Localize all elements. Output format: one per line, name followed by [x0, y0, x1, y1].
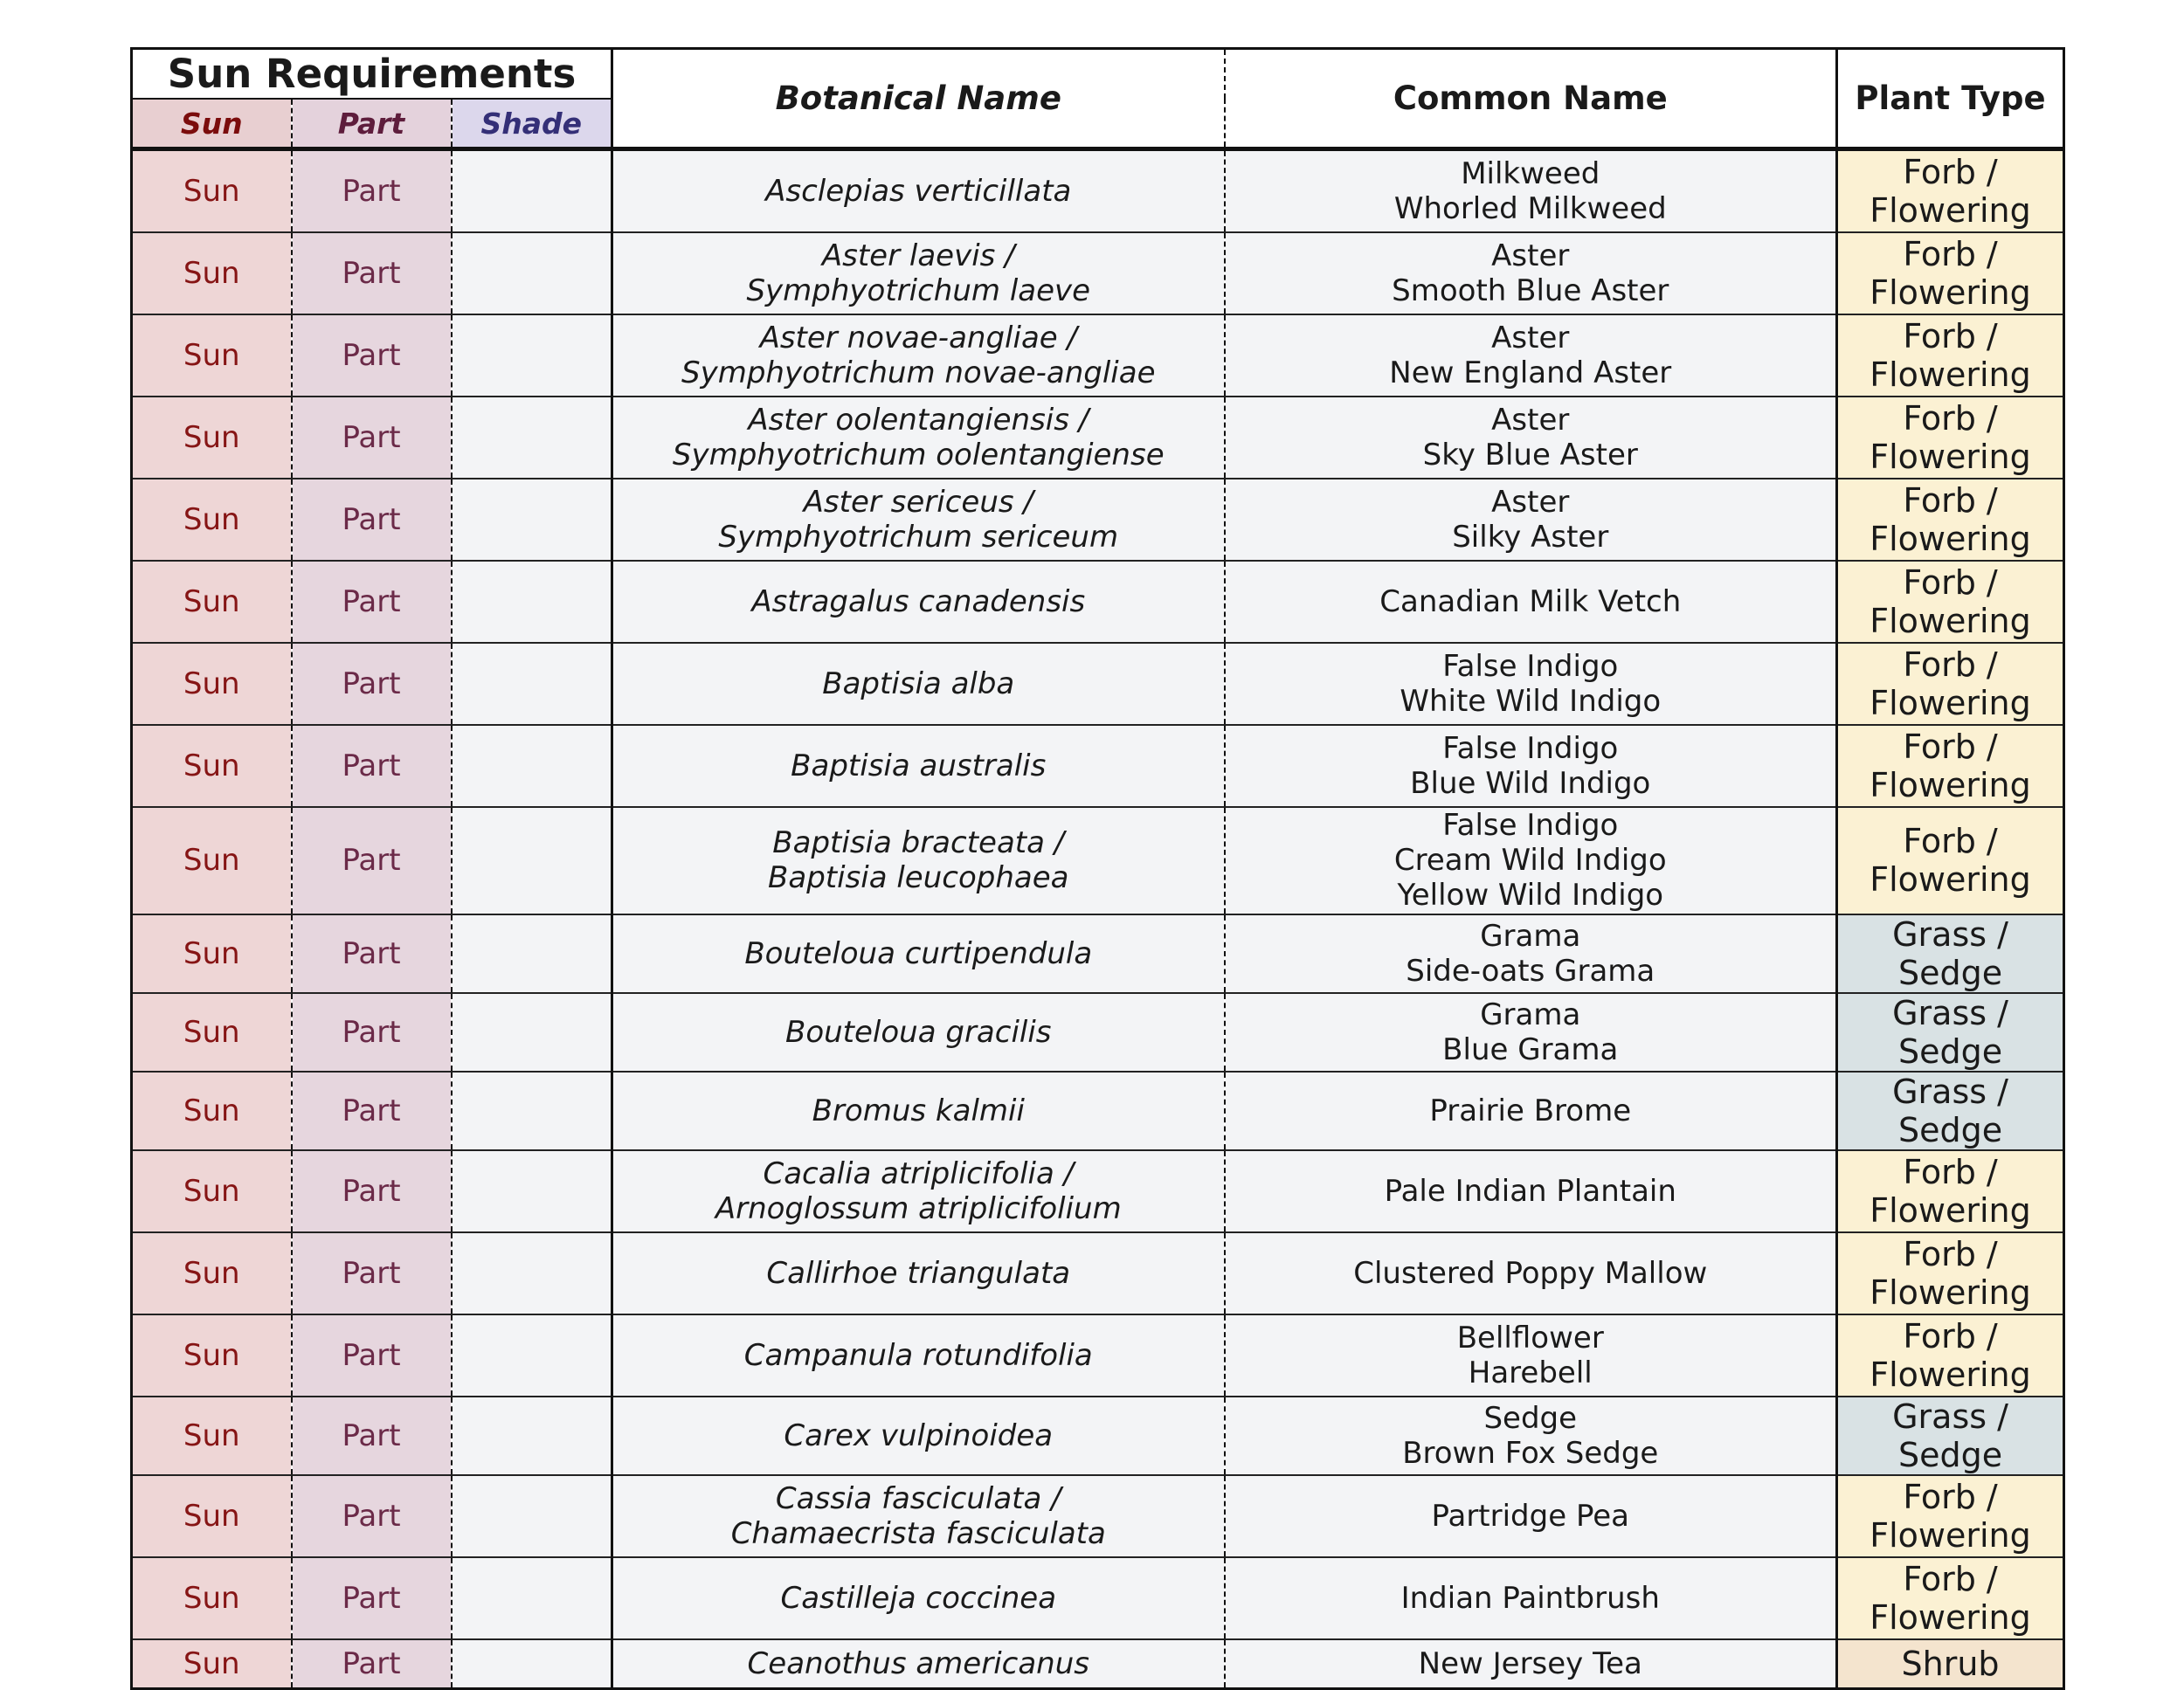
common-name-cell-line: Harebell: [1468, 1355, 1593, 1390]
botanical-name-cell-line: Callirhoe triangulata: [766, 1255, 1071, 1291]
botanical-name-cell-line: Campanula rotundifolia: [743, 1337, 1093, 1373]
common-name-cell: [1225, 479, 1837, 561]
table-row: [132, 1150, 2064, 1232]
part-cell: Part: [292, 314, 452, 397]
common-name-cell-line: Yellow Wild Indigo: [1397, 878, 1664, 913]
common-name-cell-line: Milkweed: [1461, 155, 1600, 191]
plant-type-cell-line: Grass / Sedge: [1892, 1072, 2008, 1149]
common-name-cell-line: False Indigo: [1442, 808, 1619, 843]
table-row: [132, 1475, 2064, 1557]
botanical-name-cell: [612, 807, 1225, 914]
common-name-cell: [1225, 149, 1837, 232]
part-cell: Part: [292, 1639, 452, 1689]
botanical-name-cell: [612, 397, 1225, 479]
shade-cell: [452, 1557, 612, 1639]
botanical-name-cell: [612, 643, 1225, 725]
plant-type-cell-line: Forb /: [1903, 316, 1998, 355]
plant-type-cell-line: Flowering: [1870, 860, 2031, 899]
common-name-cell-line: Sky Blue Aster: [1422, 437, 1638, 473]
botanical-name-cell: [612, 1072, 1225, 1150]
sun-cell: Sun: [132, 1397, 292, 1475]
common-name-cell: [1225, 1639, 1837, 1689]
plant-type-cell-line: Flowering: [1870, 190, 2031, 230]
plant-type-cell: [1837, 1475, 2064, 1557]
common-name-cell-line: Aster: [1491, 320, 1570, 355]
plant-type-cell-line: Flowering: [1870, 765, 2031, 804]
botanical-name-cell-line: Bouteloua gracilis: [785, 1014, 1052, 1050]
botanical-name-cell: [612, 993, 1225, 1072]
common-name-cell-line: Indian Paintbrush: [1400, 1580, 1660, 1616]
table-row: [132, 397, 2064, 479]
part-cell: Part: [292, 397, 452, 479]
table-row: [132, 1314, 2064, 1397]
table-row: [132, 725, 2064, 807]
sun-subheader: Sun: [132, 99, 292, 149]
sun-cell: Sun: [132, 914, 292, 993]
botanical-name-cell: [612, 914, 1225, 993]
common-name-cell-line: Aster: [1491, 238, 1570, 273]
botanical-name-cell: [612, 479, 1225, 561]
plant-type-cell: [1837, 914, 2064, 993]
table-row: [132, 314, 2064, 397]
sun-requirements-header: Sun Requirements: [132, 49, 612, 100]
shade-cell: [452, 1397, 612, 1475]
sun-cell: Sun: [132, 725, 292, 807]
botanical-name-cell-line: Chamaecrista fasciculata: [730, 1515, 1106, 1551]
common-name-cell-line: Blue Grama: [1442, 1031, 1619, 1067]
common-name-cell-line: Clustered Poppy Mallow: [1353, 1255, 1708, 1291]
plant-type-cell-line: Shrub: [1901, 1644, 2000, 1683]
plant-type-cell-line: Forb /: [1903, 152, 1998, 191]
common-name-cell: [1225, 725, 1837, 807]
shade-cell: [452, 725, 612, 807]
shade-cell: [452, 993, 612, 1072]
botanical-name-cell-line: Symphyotrichum novae-angliae: [681, 355, 1156, 390]
common-name-cell-line: New England Aster: [1389, 355, 1672, 390]
botanical-name-cell-line: Aster sericeus /: [803, 484, 1033, 520]
common-name-cell: [1225, 807, 1837, 914]
part-cell: Part: [292, 232, 452, 314]
plant-type-cell-line: Forb /: [1903, 398, 1998, 438]
plant-type-cell: [1837, 643, 2064, 725]
shade-cell: [452, 1150, 612, 1232]
plant-type-cell-line: Forb /: [1903, 1477, 1998, 1516]
common-name-cell-line: New Jersey Tea: [1418, 1645, 1642, 1681]
plant-type-cell: [1837, 1072, 2064, 1150]
botanical-name-cell: [612, 1557, 1225, 1639]
botanical-name-cell-line: Baptisia bracteata /: [772, 825, 1065, 860]
sun-cell: Sun: [132, 314, 292, 397]
botanical-name-cell: [612, 149, 1225, 232]
common-name-cell: [1225, 1232, 1837, 1314]
common-name-cell-line: Cream Wild Indigo: [1393, 843, 1667, 878]
plant-type-cell-line: Flowering: [1870, 272, 2031, 312]
sun-cell: Sun: [132, 1314, 292, 1397]
common-name-cell-line: False Indigo: [1442, 648, 1619, 684]
plant-type-cell: [1837, 1557, 2064, 1639]
common-name-cell: [1225, 1557, 1837, 1639]
common-name-cell-line: Partridge Pea: [1431, 1498, 1629, 1534]
part-cell: Part: [292, 1150, 452, 1232]
shade-cell: [452, 561, 612, 643]
common-name-cell: [1225, 561, 1837, 643]
sun-cell: Sun: [132, 1475, 292, 1557]
shade-cell: [452, 1232, 612, 1314]
sun-cell: Sun: [132, 149, 292, 232]
plant-type-cell: [1837, 561, 2064, 643]
botanical-name-header: Botanical Name: [612, 49, 1225, 149]
plant-type-cell: [1837, 1150, 2064, 1232]
shade-cell: [452, 397, 612, 479]
common-name-cell: [1225, 1397, 1837, 1475]
table-row: [132, 807, 2064, 914]
botanical-name-cell: [612, 1232, 1225, 1314]
table-row: [132, 561, 2064, 643]
botanical-name-cell: [612, 725, 1225, 807]
botanical-name-cell-line: Bouteloua curtipendula: [744, 935, 1093, 971]
common-name-cell-line: Side-oats Grama: [1406, 953, 1655, 989]
plant-type-cell: [1837, 725, 2064, 807]
table-row: [132, 1072, 2064, 1150]
plant-type-cell: [1837, 993, 2064, 1072]
part-cell: Part: [292, 914, 452, 993]
table-row: [132, 1557, 2064, 1639]
part-cell: Part: [292, 993, 452, 1072]
part-cell: Part: [292, 1475, 452, 1557]
plant-type-cell: [1837, 1639, 2064, 1689]
botanical-name-cell: [612, 561, 1225, 643]
sun-cell: Sun: [132, 1072, 292, 1150]
plant-type-cell-line: Flowering: [1870, 1190, 2031, 1230]
plant-type-cell-line: Flowering: [1870, 1597, 2031, 1637]
common-name-cell-line: Pale Indian Plantain: [1384, 1173, 1676, 1209]
part-cell: Part: [292, 1557, 452, 1639]
botanical-name-cell-line: Baptisia australis: [791, 748, 1047, 783]
part-cell: Part: [292, 479, 452, 561]
part-subheader: Part: [292, 99, 452, 149]
table-row: [132, 914, 2064, 993]
part-cell: Part: [292, 1314, 452, 1397]
botanical-name-cell-line: Asclepias verticillata: [765, 173, 1072, 209]
botanical-name-cell: [612, 1639, 1225, 1689]
shade-subheader: Shade: [452, 99, 612, 149]
plant-type-cell-line: Flowering: [1870, 519, 2031, 558]
shade-cell: [452, 1314, 612, 1397]
plant-type-cell-line: Forb /: [1903, 562, 1998, 602]
sun-cell: Sun: [132, 479, 292, 561]
shade-cell: [452, 643, 612, 725]
botanical-name-cell-line: Aster oolentangiensis /: [748, 402, 1089, 438]
botanical-name-cell-line: Carex vulpinoidea: [784, 1418, 1054, 1453]
common-name-cell: [1225, 314, 1837, 397]
sun-cell: Sun: [132, 1232, 292, 1314]
botanical-name-cell-line: Aster novae-angliae /: [759, 320, 1077, 355]
botanical-name-cell-line: Bromus kalmii: [812, 1093, 1025, 1128]
sun-cell: Sun: [132, 1557, 292, 1639]
plant-type-cell: [1837, 397, 2064, 479]
botanical-name-cell-line: Arnoglossum atriplicifolium: [715, 1190, 1122, 1226]
table-row: [132, 149, 2064, 232]
part-cell: Part: [292, 725, 452, 807]
botanical-name-cell-line: Cassia fasciculata /: [775, 1480, 1061, 1516]
plant-type-cell-line: Grass / Sedge: [1892, 993, 2008, 1071]
sun-cell: Sun: [132, 232, 292, 314]
shade-cell: [452, 1475, 612, 1557]
plant-type-cell-line: Forb /: [1903, 234, 1998, 273]
botanical-name-cell-line: Aster laevis /: [821, 238, 1015, 273]
plant-type-cell-line: Forb /: [1903, 645, 1998, 684]
part-cell: Part: [292, 149, 452, 232]
common-name-cell-line: Aster: [1491, 484, 1570, 520]
plant-type-cell-line: Forb /: [1903, 1559, 1998, 1598]
common-name-cell-line: Whorled Milkweed: [1393, 190, 1667, 226]
shade-cell: [452, 232, 612, 314]
shade-cell: [452, 1639, 612, 1689]
plant-type-cell: [1837, 1232, 2064, 1314]
common-name-cell: [1225, 993, 1837, 1072]
sun-cell: Sun: [132, 993, 292, 1072]
common-name-cell-line: Aster: [1491, 402, 1570, 438]
botanical-name-cell: [612, 1150, 1225, 1232]
common-name-cell: [1225, 1150, 1837, 1232]
botanical-name-cell-line: Symphyotrichum laeve: [746, 272, 1091, 308]
plant-type-cell: [1837, 807, 2064, 914]
plant-type-cell-line: Flowering: [1870, 437, 2031, 476]
botanical-name-cell-line: Symphyotrichum oolentangiense: [672, 437, 1165, 473]
part-cell: Part: [292, 561, 452, 643]
plant-type-header: Plant Type: [1837, 49, 2064, 149]
part-cell: Part: [292, 1072, 452, 1150]
common-name-cell: [1225, 643, 1837, 725]
botanical-name-cell: [612, 1314, 1225, 1397]
table-row: [132, 1397, 2064, 1475]
common-name-cell: [1225, 1314, 1837, 1397]
plant-type-cell-line: Forb /: [1903, 1234, 1998, 1273]
botanical-name-cell: [612, 232, 1225, 314]
sun-cell: Sun: [132, 397, 292, 479]
plant-type-cell: [1837, 479, 2064, 561]
plant-type-cell-line: Grass / Sedge: [1892, 1397, 2008, 1474]
sun-cell: Sun: [132, 643, 292, 725]
plant-table: [130, 47, 2065, 1690]
common-name-cell-line: Grama: [1480, 997, 1581, 1032]
plant-type-cell: [1837, 314, 2064, 397]
common-name-cell-line: Silky Aster: [1452, 519, 1609, 555]
shade-cell: [452, 479, 612, 561]
common-name-cell-line: Canadian Milk Vetch: [1379, 583, 1682, 619]
botanical-name-cell-line: Baptisia alba: [822, 666, 1015, 701]
plant-type-cell-line: Flowering: [1870, 1273, 2031, 1312]
table-row: [132, 993, 2064, 1072]
plant-type-cell-line: Forb /: [1903, 822, 1998, 860]
sun-cell: Sun: [132, 561, 292, 643]
common-name-header: Common Name: [1225, 49, 1837, 149]
part-cell: Part: [292, 1232, 452, 1314]
part-cell: Part: [292, 1397, 452, 1475]
shade-cell: [452, 1072, 612, 1150]
plant-type-cell: [1837, 1314, 2064, 1397]
botanical-name-cell-line: Baptisia leucophaea: [768, 860, 1069, 895]
shade-cell: [452, 807, 612, 914]
common-name-cell-line: Bellflower: [1456, 1320, 1604, 1355]
botanical-name-cell: [612, 314, 1225, 397]
shade-cell: [452, 314, 612, 397]
botanical-name-cell: [612, 1475, 1225, 1557]
botanical-name-cell-line: Astragalus canadensis: [751, 583, 1086, 619]
plant-type-cell: [1837, 232, 2064, 314]
common-name-cell-line: Brown Fox Sedge: [1402, 1435, 1659, 1471]
sun-cell: Sun: [132, 1639, 292, 1689]
common-name-cell: [1225, 232, 1837, 314]
shade-cell: [452, 914, 612, 993]
common-name-cell-line: Smooth Blue Aster: [1392, 272, 1669, 308]
sun-cell: Sun: [132, 1150, 292, 1232]
table-header: [132, 49, 2064, 149]
common-name-cell-line: Grama: [1480, 918, 1581, 954]
shade-cell: [452, 149, 612, 232]
common-name-cell: [1225, 397, 1837, 479]
sun-cell: Sun: [132, 807, 292, 914]
common-name-cell-line: False Indigo: [1442, 730, 1619, 766]
botanical-name-cell-line: Symphyotrichum sericeum: [718, 519, 1119, 555]
common-name-cell-line: Sedge: [1483, 1400, 1578, 1436]
plant-type-cell-line: Forb /: [1903, 727, 1998, 766]
plant-type-cell-line: Flowering: [1870, 683, 2031, 722]
botanical-name-cell-line: Cacalia atriplicifolia /: [763, 1155, 1075, 1191]
plant-type-cell-line: Forb /: [1903, 480, 1998, 520]
common-name-cell-line: Prairie Brome: [1429, 1093, 1632, 1128]
table-row: [132, 232, 2064, 314]
table-row: [132, 1639, 2064, 1689]
common-name-cell-line: White Wild Indigo: [1400, 683, 1662, 719]
botanical-name-cell: [612, 1397, 1225, 1475]
plant-type-cell-line: Flowering: [1870, 601, 2031, 640]
plant-type-cell: [1837, 149, 2064, 232]
table-row: [132, 1232, 2064, 1314]
plant-type-cell-line: Flowering: [1870, 355, 2031, 394]
plant-type-cell-line: Grass / Sedge: [1892, 914, 2008, 992]
common-name-cell: [1225, 1072, 1837, 1150]
botanical-name-cell-line: Ceanothus americanus: [747, 1645, 1089, 1681]
common-name-cell-line: Blue Wild Indigo: [1410, 765, 1651, 801]
table-body: [132, 149, 2064, 1689]
botanical-name-cell-line: Castilleja coccinea: [780, 1580, 1057, 1616]
plant-type-cell: [1837, 1397, 2064, 1475]
plant-type-cell-line: Forb /: [1903, 1316, 1998, 1355]
plant-type-cell-line: Forb /: [1903, 1152, 1998, 1191]
plant-type-cell-line: Flowering: [1870, 1355, 2031, 1394]
part-cell: Part: [292, 643, 452, 725]
table-row: [132, 479, 2064, 561]
plant-type-cell-line: Flowering: [1870, 1515, 2031, 1555]
common-name-cell: [1225, 1475, 1837, 1557]
table-row: [132, 643, 2064, 725]
part-cell: Part: [292, 807, 452, 914]
common-name-cell: [1225, 914, 1837, 993]
